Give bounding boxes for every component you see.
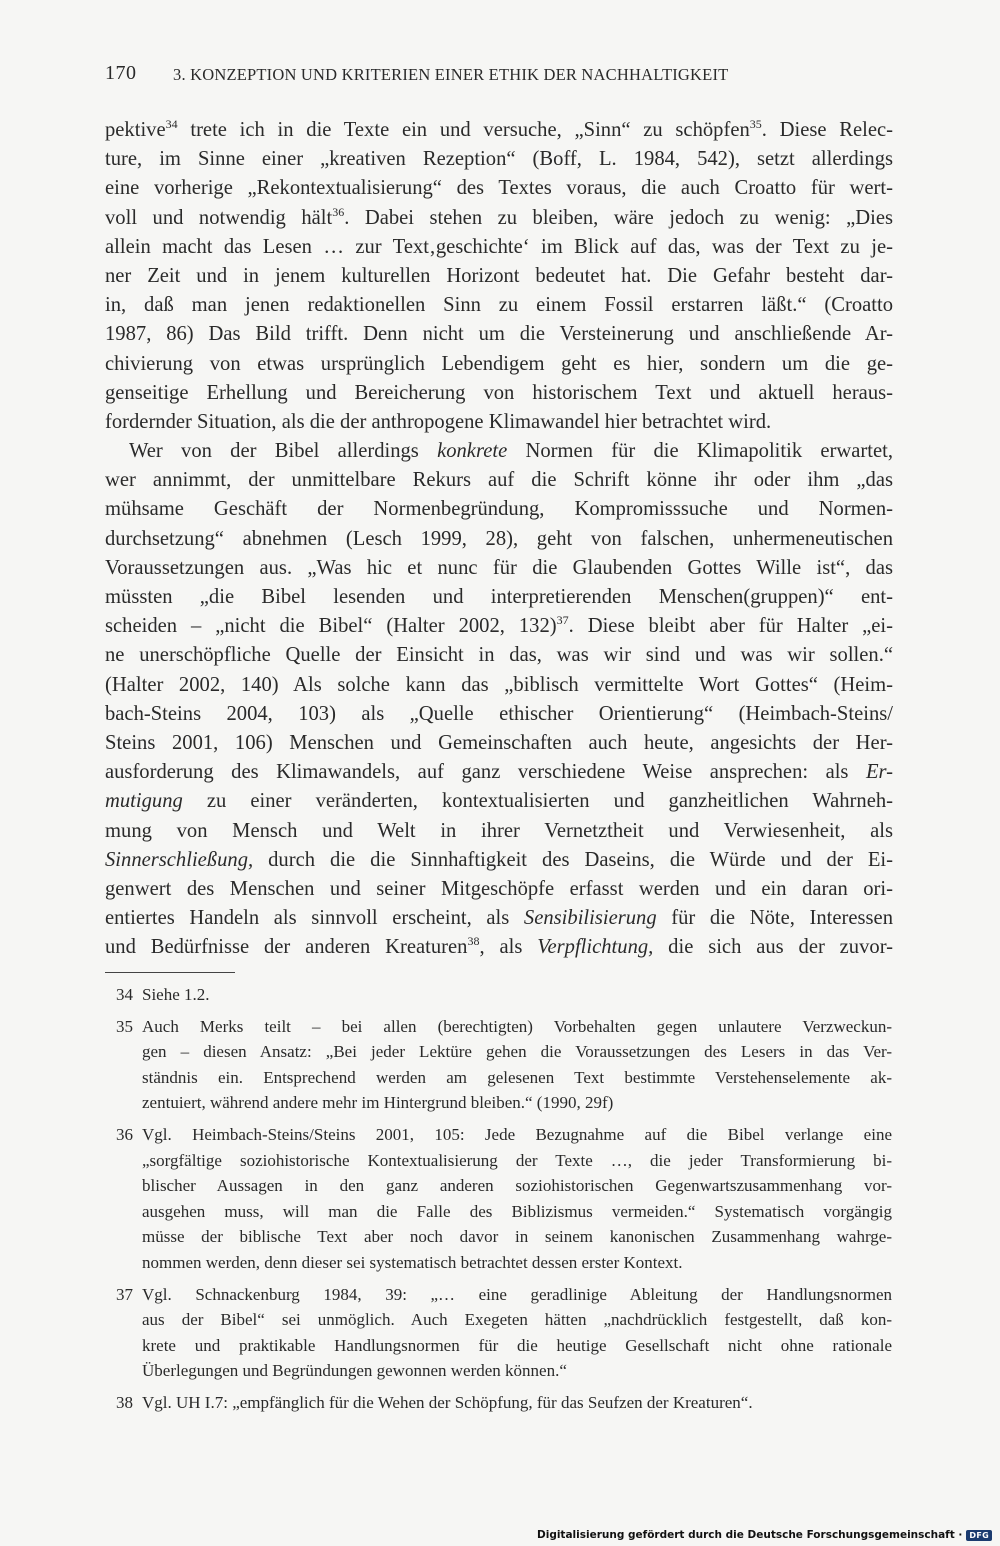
body-line: scheiden – „nicht die Bibel“ (Halter 2002, 132)$^{37}$. Diese bleibt aber für Halter „ei- [105, 613, 893, 638]
footnote-35: 35 Auch Merks teilt – bei allen (berechtigten) Vorbehalten gegen unlautere Verzweckun- [116, 1014, 892, 1040]
footnote-line: ausgehen muss, will man die Falle des Biblizismus vermeiden.“ Systematisch vorgängig [142, 1201, 892, 1221]
body-line: müssten „die Bibel lesenden und interpretierenden Menschen(gruppen)“ ent- [105, 586, 893, 608]
body-line: in, daß man jenen redaktionellen Sinn zu einem Fossil erstarren läßt.“ (Croatto [105, 294, 893, 317]
body-line: bach-Steins 2004, 103) als „Quelle ethischer Orientierung“ (Heimbach-Steins/ [105, 702, 893, 725]
dfg-logo: DFG [966, 1530, 992, 1541]
body-line: voll und notwendig hält$^{36}$. Dabei stehen zu bleiben, wäre jedoch zu wenig: „Dies [105, 204, 894, 229]
footnotes [116, 982, 892, 1416]
page-number: 170 [105, 62, 137, 84]
digitization-credit [537, 1528, 992, 1542]
footnote-36: 36 Vgl. Heimbach-Steins/Steins 2001, 105: Jede Bezugnahme auf die Bibel verlange eine [116, 1122, 892, 1148]
footnote-37: 37 Vgl. Schnackenburg 1984, 39: „… eine geradlinige Ableitung der Handlungsnormen [116, 1282, 892, 1308]
body-line: Sinnerschließung, durch die die Sinnhaftigkeit des Daseins, die Würde und der Ei- [105, 848, 893, 871]
body-line: Steins 2001, 106) Menschen und Gemeinschaften auch heute, angesichts der Her- [105, 731, 893, 754]
body-line: ausforderung des Klimawandels, auf ganz verschiedene Weise ansprechen: als Er- [105, 761, 893, 784]
footnote-line: müsse der biblische Text aber noch davor in seinem kanonischen Zusammenhang wahrge- [142, 1227, 892, 1247]
body-line: chivierung von etwas ursprünglich Lebendigem geht es hier, sondern um die ge- [105, 352, 893, 375]
footnote-number: 35 [116, 1016, 133, 1036]
body-line: ne unerschöpfliche Quelle der Einsicht in das, was wir sind und was wir sollen.“ [105, 644, 893, 667]
credit-text: Digitalisierung gefördert durch die Deutsche Forschungsgemeinschaft · [537, 1529, 963, 1541]
body-line: genwert des Menschen und seiner Mitgeschöpfe erfasst werden und ein daran ori- [105, 877, 893, 900]
body-line: pektive$^{34}$ trete ich in die Texte ein und versuche, „Sinn“ zu schöpfen$^{35}$. Diese Relec- [105, 117, 893, 141]
body-line: durchsetzung“ abnehmen (Lesch 1999, 28), geht von falschen, unhermeneutischen [105, 527, 893, 550]
footnote-line: gen – diesen Ansatz: „Bei jeder Lektüre gehen die Voraussetzungen des Lesers in das Ver- [142, 1042, 892, 1062]
footnote-38: 38 Vgl. UH I.7: „empfänglich für die Wehen der Schöpfung, für das Seufzen der Kreaturen“. [116, 1390, 892, 1416]
footnote-rule [105, 972, 235, 973]
footnote-number: 36 [116, 1124, 133, 1144]
body-line: ner Zeit und in jenem kulturellen Horizont bedeutet hat. Die Gefahr besteht dar- [105, 264, 893, 287]
body-line: fordernder Situation, als die der anthropogene Klimawandel hier betrachtet wird. [105, 410, 772, 433]
body-line: mühsame Geschäft der Normenbegründung, Kompromisssuche und Normen- [105, 498, 893, 521]
body-line: ture, im Sinne einer „kreativen Rezeption“ (Boff, L. 1984, 542), setzt allerdings [105, 148, 893, 171]
footnote-number: 38 [116, 1392, 133, 1412]
footnote-line: ständnis ein. Entsprechend werden am gelesenen Text bestimmte Verstehenselemente ak- [142, 1067, 892, 1087]
body-line: allein macht das Lesen … zur Text‚geschichte‘ im Blick auf das, was der Text zu je- [105, 235, 893, 258]
body-line: mung von Mensch und Welt in ihrer Vernetztheit und Verwiesenheit, als [105, 819, 893, 842]
body-line: 1987, 86) Das Bild trifft. Denn nicht um die Versteinerung und anschließende Ar- [105, 323, 893, 346]
body-line: und Bedürfnisse der anderen Kreaturen$^{38}$, als Verpflichtung, die sich aus der zuvor- [105, 934, 893, 959]
footnote-line: blischer Aussagen in den ganz anderen soziohistorischen Gegenwartszusammenhang vor- [142, 1176, 892, 1196]
body-text [105, 116, 893, 962]
body-line: mutigung zu einer veränderten, kontextualisierten und ganzheitlichen Wahrneh- [105, 790, 893, 813]
footnote-line: zentuiert, während andere mehr im Hintergrund bleiben.“ (1990, 29f) [142, 1093, 614, 1113]
running-head: 3. KONZEPTION UND KRITERIEN EINER ETHIK DER NACHHALTIGKEIT [173, 65, 729, 84]
body-line: genseitige Erhellung und Bereicherung von historischem Text und aktuell heraus- [105, 381, 893, 404]
footnote-line: Überlegungen und Begründungen gewonnen werden können.“ [142, 1361, 567, 1381]
body-line: (Halter 2002, 140) Als solche kann das „biblisch vermittelte Wort Gottes“ (Heim- [105, 673, 893, 696]
footnote-line: nommen werden, denn dieser sei systematisch betrachtet dessen erster Kontext. [142, 1252, 683, 1272]
body-line: entiertes Handeln als sinnvoll erscheint, als Sensibilisierung für die Nöte, Interessen [105, 907, 893, 930]
footnote-line: „sorgfältige soziohistorische Kontextualisierung der Texte …, die jeder Transformierung bi- [142, 1150, 892, 1170]
page-header [105, 62, 895, 90]
footnote-number: 34 [116, 985, 133, 1004]
footnote-34: 34 Siehe 1.2. [116, 982, 892, 1008]
footnote-line: aus der Bibel“ sei unmöglich. Auch Exegeten hätten „nachdrücklich festgestellt, daß kon- [142, 1310, 892, 1330]
footnote-line: krete und praktikable Handlungsnormen für die heutige Gesellschaft nicht ohne rationale [142, 1335, 892, 1355]
body-line: eine vorherige „Rekontextualisierung“ des Textes voraus, die auch Croatto für wert- [105, 177, 893, 200]
body-line: Voraussetzungen aus. „Was hic et nunc für die Glaubenden Gottes Wille ist“, das [105, 556, 893, 579]
body-line: Wer von der Bibel allerdings konkrete Normen für die Klimapolitik erwartet, [129, 440, 893, 463]
footnote-number: 37 [116, 1284, 133, 1304]
body-line: wer annimmt, der unmittelbare Rekurs auf die Schrift könne ihr oder ihm „das [105, 469, 893, 492]
